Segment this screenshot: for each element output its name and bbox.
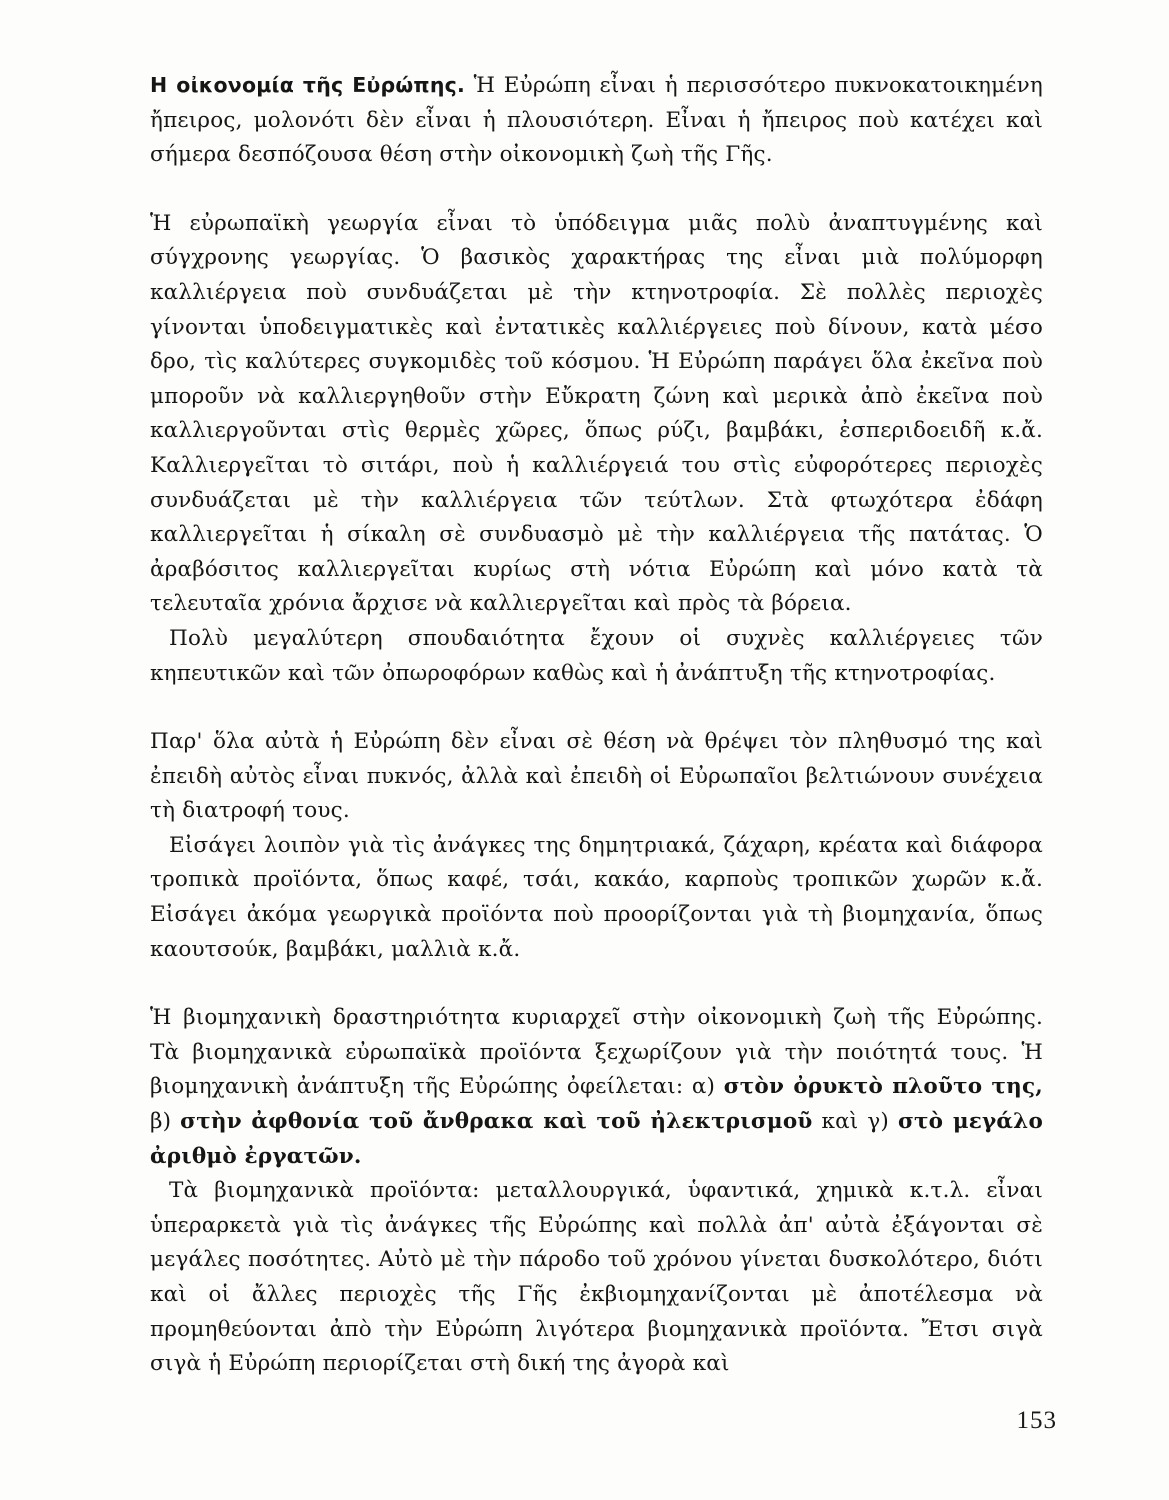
paragraph-text: Πολὺ μεγαλύτερη σπουδαιότητα ἔχουν οἱ συχνὲς καλλιέργειες τῶν κηπευτικῶν καὶ τῶν ὀπωροφόρων καθὼς καὶ ἡ ἀνάπτυξη τῆς κτηνοτροφίας. <box>150 625 1043 686</box>
section-heading: Η οἰκονομία τῆς Εὐρώπης. <box>150 73 465 97</box>
page-number: 153 <box>1016 1407 1057 1434</box>
paragraph-imports <box>150 829 1043 967</box>
page-body <box>150 68 1043 1382</box>
paragraph-text: καὶ γ) <box>812 1109 898 1135</box>
bold-phrase-workers: στὸ μεγάλο ἀριθμὸ ἐργατῶν. <box>150 1109 1043 1169</box>
paragraph-industry <box>150 1001 1043 1174</box>
paragraph-agriculture <box>150 207 1043 622</box>
paragraph-food-needs <box>150 725 1043 829</box>
bold-phrase-mineral-wealth: στὸν ὀρυκτὸ πλοῦτο της, <box>723 1074 1043 1100</box>
paragraph-text: Ἡ εὐρωπαϊκὴ γεωργία εἶναι τὸ ὑπόδειγμα μιᾶς πολὺ ἀναπτυγμένης καὶ σύγχρονης γεωργίας. Ὁ βασικὸς χαρακτήρας της εἶναι μιὰ πολύμορφη καλλιέργεια ποὺ συνδυάζεται μὲ τὴν κτηνοτροφία. Σὲ πολλὲς περιοχὲς γίνονται ὑποδειγματικὲς καὶ ἐντατικὲς καλλιέργειες ποὺ δίνουν, κατὰ μέσο δρο, τὶς καλύτερες συγκομιδὲς τοῦ κόσμου. Ἡ Εὐρώπη παράγει ὅλα ἐκεῖνα ποὺ μποροῦν νὰ καλλιεργηθοῦν στὴν Εὔκρατη ζώνη καὶ μερικὰ ἀπὸ ἐκεῖνα ποὺ καλλιεργοῦνται στὶς θερμὲς χῶρες, ὅπως ρύζι, βαμβάκι, ἐσπεριδοειδῆ κ.ἄ. Καλλιεργεῖται τὸ σιτάρι, ποὺ ἡ καλλιέργειά του στὶς εὐφορότερες περιοχὲς συνδυάζεται μὲ τὴν καλλιέργεια τῶν τεύτλων. Στὰ φτωχότερα ἐδάφη καλλιεργεῖται ἡ σίκαλη σὲ συνδυασμὸ μὲ τὴν καλλιέργεια τῆς πατάτας. Ὁ ἀραβόσιτος καλλιεργεῖται κυρίως στὴ νότια Εὐρώπη καὶ μόνο κατὰ τὰ τελευταῖα χρόνια ἄρχισε νὰ καλλιεργεῖται καὶ πρὸς τὰ βόρεια. <box>150 210 1043 617</box>
bold-phrase-coal-electricity: στὴν ἀφθονία τοῦ ἄνθρακα καὶ τοῦ ἠλεκτρισμοῦ <box>180 1109 813 1135</box>
paragraph-text: Εἰσάγει λοιπὸν γιὰ τὶς ἀνάγκες της δημητριακά, ζάχαρη, κρέατα καὶ διάφορα τροπικὰ προϊόντα, ὅπως καφέ, τσάι, κακάο, καρποὺς τροπικῶν χωρῶν κ.ἄ. Εἰσάγει ἀκόμα γεωργικὰ προϊόντα ποὺ προορίζονται γιὰ τὴ βιομηχανία, ὅπως καουτσούκ, βαμβάκι, μαλλιὰ κ.ἄ. <box>150 832 1043 962</box>
paragraph-horticulture <box>150 622 1043 691</box>
paragraph-text: Τὰ βιομηχανικὰ προϊόντα: μεταλλουργικά, ὑφαντικά, χημικὰ κ.τ.λ. εἶναι ὑπεραρκετὰ γιὰ τὶς ἀνάγκες τῆς Εὐρώπης καὶ πολλὰ ἀπ' αὐτὰ ἐξάγονται σὲ μεγάλες ποσότητες. Αὐτὸ μὲ τὴν πάροδο τοῦ χρόνου γίνεται δυσκολότερο, διότι καὶ οἱ ἄλλες περιοχὲς τῆς Γῆς ἐκβιομηχανίζονται μὲ ἀποτέλεσμα νὰ προμηθεύονται ἀπὸ τὴν Εὐρώπη λιγότερα βιομηχανικὰ προϊόντα. Ἔτσι σιγὰ σιγὰ ἡ Εὐρώπη περιορίζεται στὴ δική της ἀγορὰ καὶ <box>150 1178 1043 1377</box>
paragraph-economy-intro <box>150 68 1043 173</box>
paragraph-text: Παρ' ὅλα αὐτὰ ἡ Εὐρώπη δὲν εἶναι σὲ θέση νὰ θρέψει τὸν πληθυσμό της καὶ ἐπειδὴ αὐτὸς εἶναι πυκνός, ἀλλὰ καὶ ἐπειδὴ οἱ Εὐρωπαῖοι βελτιώνουν συνέχεια τὴ διατροφή τους. <box>150 729 1043 824</box>
paragraph-industrial-products <box>150 1174 1043 1382</box>
paragraph-text: β) <box>150 1109 181 1135</box>
paragraph-text: Ἡ βιομηχανικὴ δραστηριότητα κυριαρχεῖ στὴν οἰκονομικὴ ζωὴ τῆς Εὐρώπης. Τὰ βιομηχανικὰ εὐρωπαϊκὰ προϊόντα ξεχωρίζουν γιὰ τὴν ποιότητά τους. Ἡ βιομηχανικὴ ἀνάπτυξη τῆς Εὐρώπης ὀφείλεται: α) <box>150 1005 1043 1100</box>
paragraph-text: Ἡ Εὐρώπη εἶναι ἡ περισσότερο πυκνοκατοικημένη ἤπειρος, μολονότι δὲν εἶναι ἡ πλουσιότερη. Εἶναι ἡ ἤπειρος ποὺ κατέχει καὶ σήμερα δεσπόζουσα θέση στὴν οἰκονομικὴ ζωὴ τῆς Γῆς. <box>150 73 1043 168</box>
